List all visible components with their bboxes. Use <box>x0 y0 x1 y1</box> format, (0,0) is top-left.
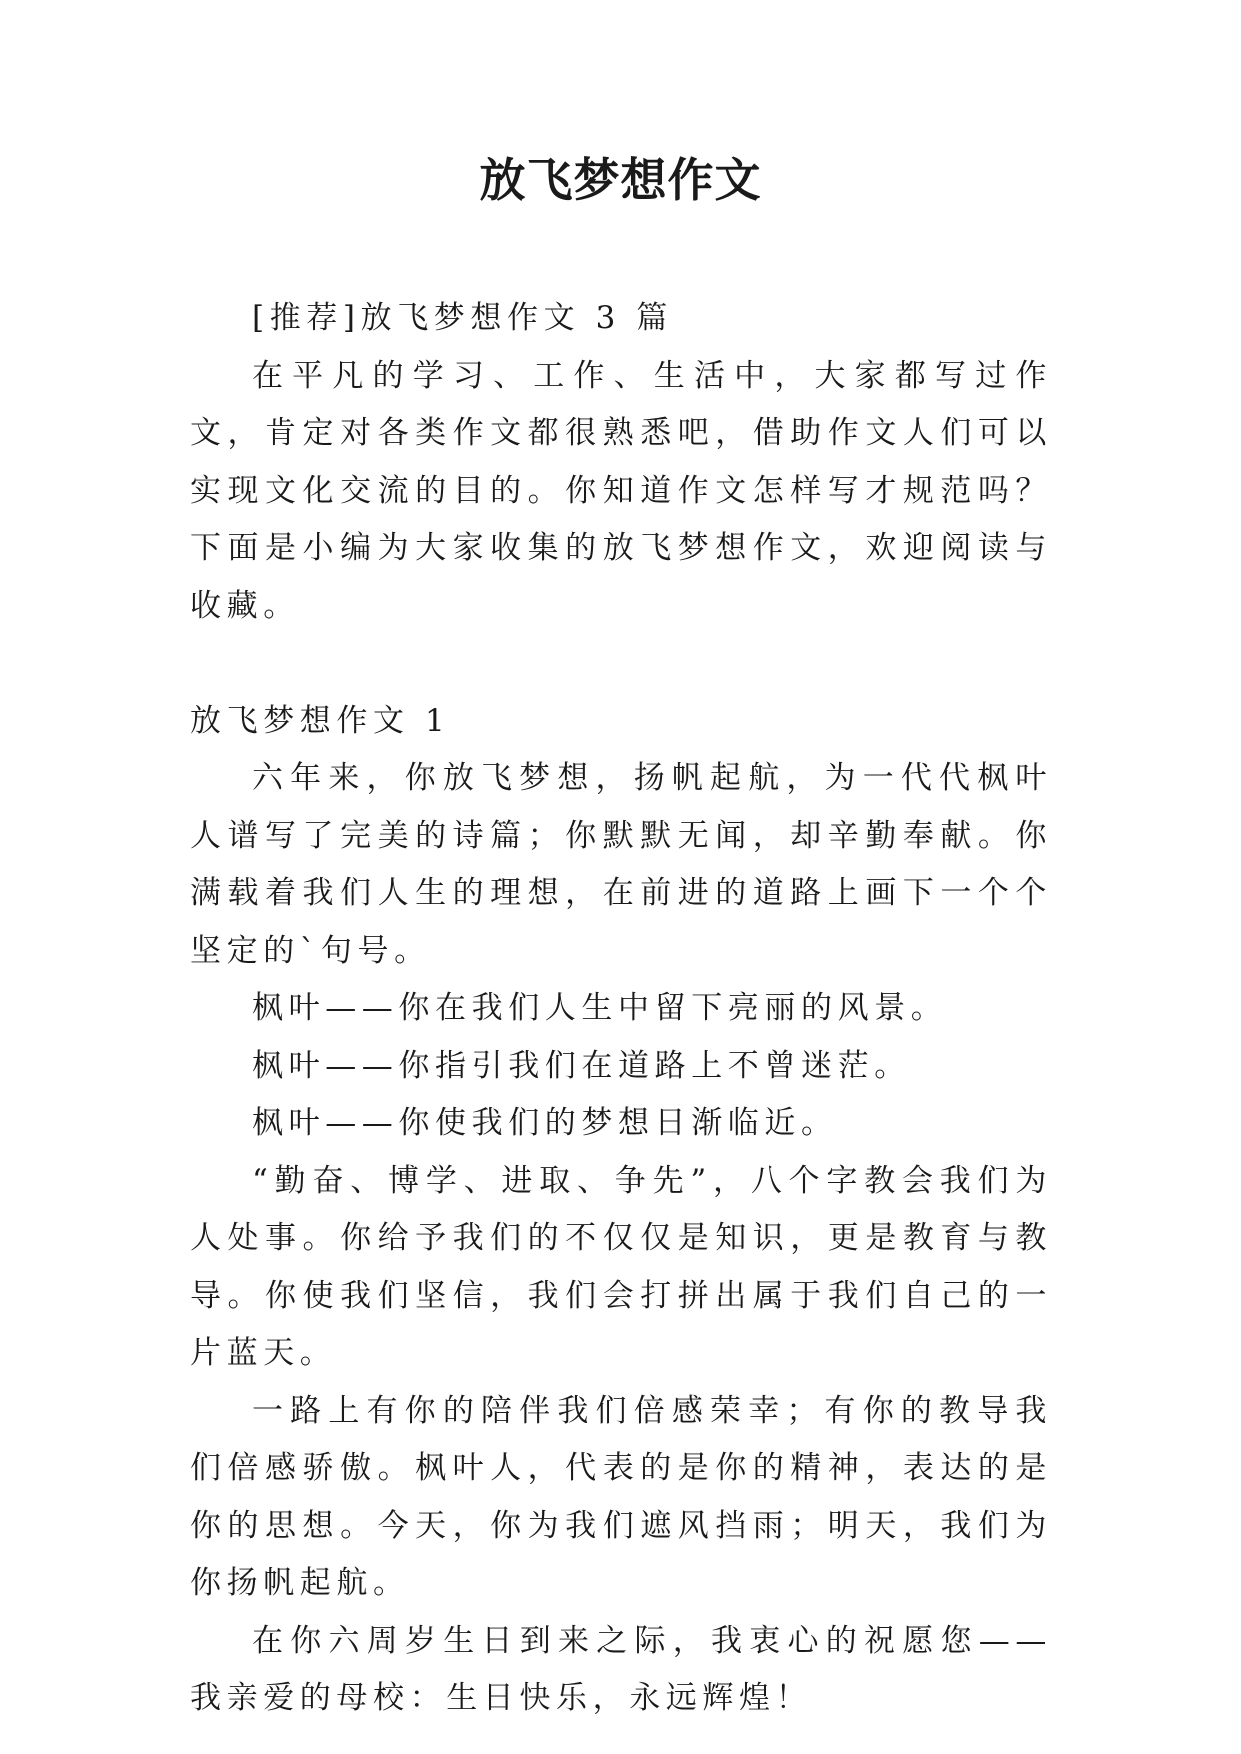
body-paragraph: 枫叶——你在我们人生中留下亮丽的风景。 <box>252 990 948 1026</box>
body-paragraph: “勤奋、博学、进取、争先”，八个字教会我们为人处事。你给予我们的不仅仅是知识，更是教育与教导。你使我们坚信，我们会打拼出属于我们自己的一片蓝天。 <box>190 1162 1052 1371</box>
body-paragraph: 枫叶——你指引我们在道路上不曾迷茫。 <box>252 1047 911 1084</box>
body-paragraph: 六年来，你放飞梦想，扬帆起航，为一代代枫叶人谱写了完美的诗篇；你默默无闻，却辛勤奉献。你满载着我们人生的理想，在前进的道路上画下一个个坚定的`句号。 <box>190 760 1052 969</box>
intro-paragraph: 在平凡的学习、工作、生活中，大家都写过作文，肯定对各类作文都很熟悉吧，借助作文人们可以实现文化交流的目的。你知道作文怎样写才规范吗？下面是小编为大家收集的放飞梦想作文，欢迎阅读与收藏。 <box>190 357 1052 624</box>
body-paragraph: 一路上有你的陪伴我们倍感荣幸；有你的教导我们倍感骄傲。枫叶人，代表的是你的精神，表达的是你的思想。今天，你为我们遮风挡雨；明天，我们为你扬帆起航。 <box>190 1392 1052 1601</box>
body-paragraph: 枫叶——你使我们的梦想日渐临近。 <box>252 1105 838 1141</box>
intro-heading: [推荐]放飞梦想作文 3 篇 <box>252 300 674 336</box>
section-heading: 放飞梦想作文 1 <box>190 702 451 739</box>
section-spacer <box>190 635 1052 693</box>
document-title: 放飞梦想作文 <box>479 153 762 207</box>
document-body <box>190 290 1052 1728</box>
body-paragraph: 在你六周岁生日到来之际，我衷心的祝愿您——我亲爱的母校：生日快乐，永远辉煌！ <box>190 1622 1052 1716</box>
